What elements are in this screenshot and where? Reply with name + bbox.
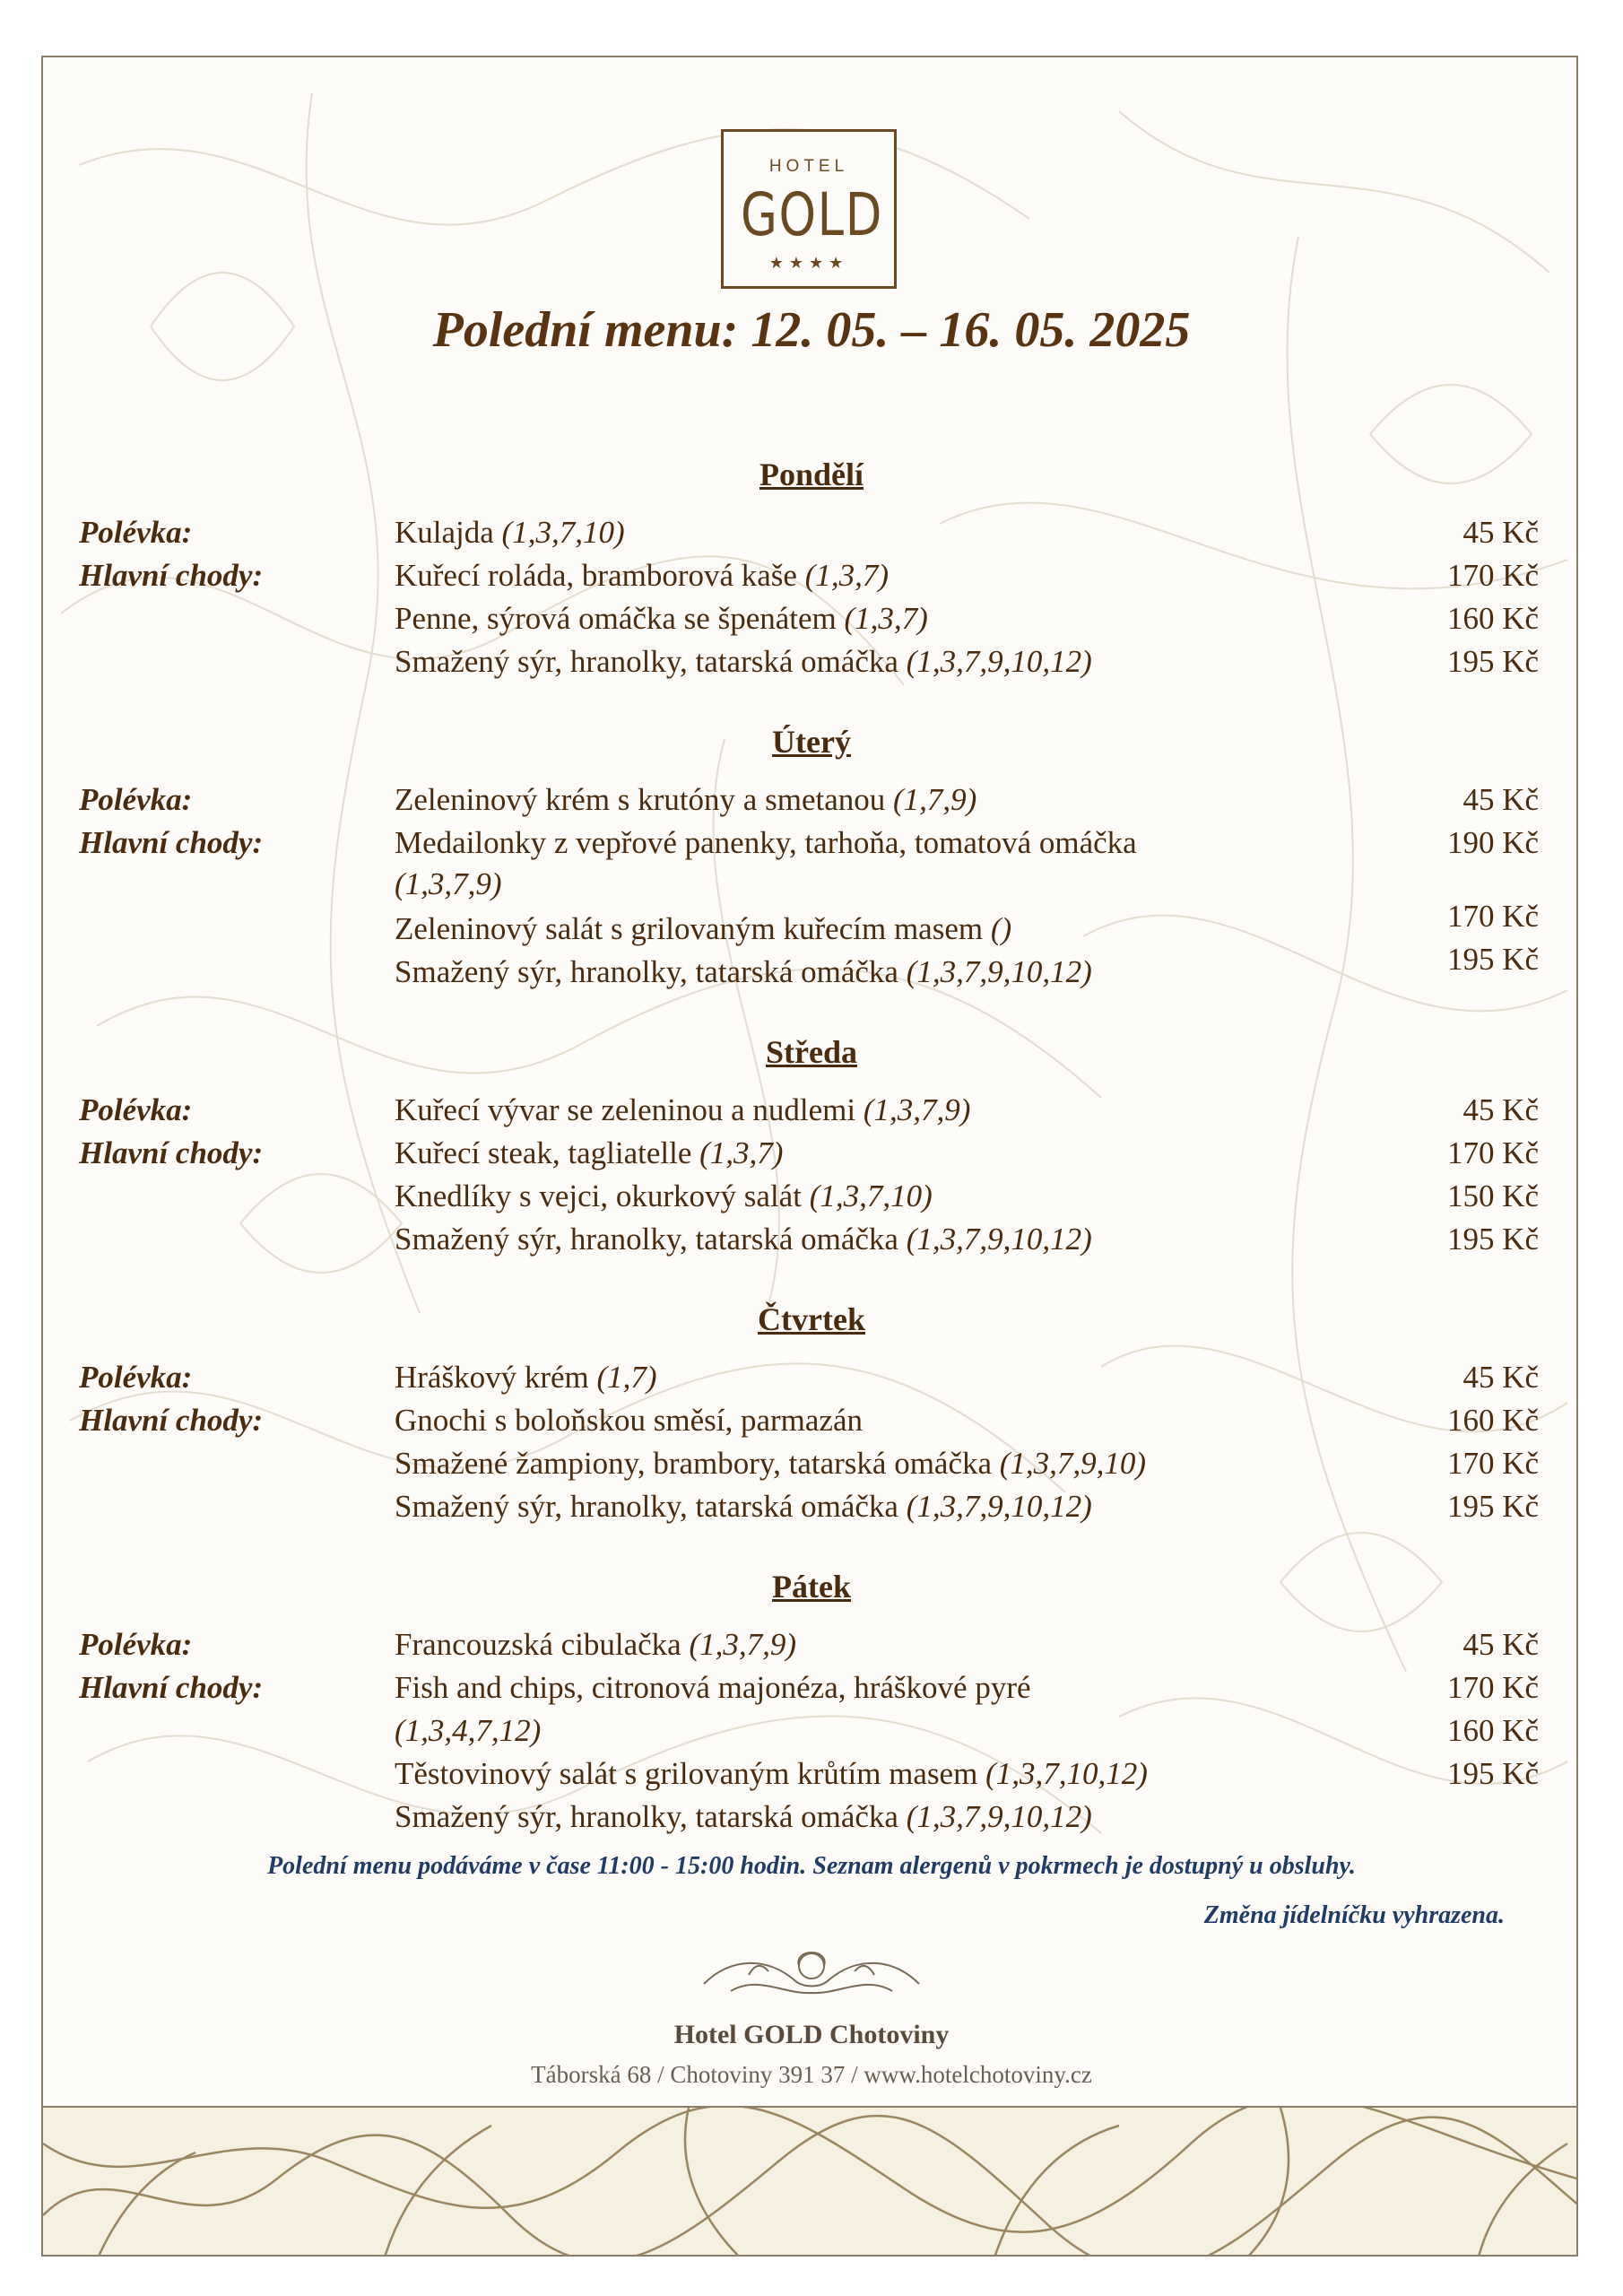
footer-address: Táborská 68 / Chotoviny 391 37 / www.hotelchotoviny.cz xyxy=(531,2061,1092,2088)
price: 170 Kč xyxy=(1446,558,1539,593)
price: 170 Kč xyxy=(1446,1446,1539,1481)
mains-label: Hlavní chody: xyxy=(79,825,264,860)
dish-thursday-main-2: Smažené žampiony, brambory, tatarská omáčka (1,3,7,9,10) xyxy=(395,1446,1147,1481)
soup-label: Polévka: xyxy=(79,1360,193,1395)
price: 170 Kč xyxy=(1446,1135,1539,1170)
dish-friday-main-1: Fish and chips, citronová majonéza, hráškové pyré xyxy=(395,1670,1031,1705)
dish-wednesday-main-3: Smažený sýr, hranolky, tatarská omáčka (1,3,7,9,10,12) xyxy=(395,1222,1092,1257)
mains-label: Hlavní chody: xyxy=(79,1670,264,1705)
day-header-monday: Pondělí xyxy=(759,457,864,492)
price: 160 Kč xyxy=(1446,1713,1539,1748)
dish-monday-main-3: Smažený sýr, hranolky, tatarská omáčka (1,3,7,9,10,12) xyxy=(395,644,1092,679)
price: 45 Kč xyxy=(1462,1627,1539,1662)
price: 195 Kč xyxy=(1446,942,1539,977)
price: 190 Kč xyxy=(1446,825,1539,860)
dish-tuesday-main-2: Zeleninový salát s grilovaným kuřecím masem () xyxy=(395,911,1012,946)
dish-monday-soup: Kulajda (1,3,7,10) xyxy=(395,515,625,550)
dish-friday-soup: Francouzská cibulačka (1,3,7,9) xyxy=(395,1627,797,1662)
price: 45 Kč xyxy=(1462,515,1539,550)
dish-wednesday-main-1: Kuřecí steak, tagliatelle (1,3,7) xyxy=(395,1135,784,1170)
menu-change-note: Změna jídelníčku vyhrazena. xyxy=(1203,1901,1505,1929)
ornament-flourish xyxy=(695,1939,928,2011)
soup-label: Polévka: xyxy=(79,782,193,817)
dish-friday-main-2: Těstovinový salát s grilovaným krůtím masem (1,3,7,10,12) xyxy=(395,1756,1148,1791)
logo-hotel-text: HOTEL xyxy=(768,157,849,176)
price: 170 Kč xyxy=(1446,1670,1539,1705)
dish-tuesday-main-1-allergens: (1,3,7,9) xyxy=(395,866,502,901)
serving-hours-note: Polední menu podáváme v čase 11:00 - 15:00 hodin. Seznam alergenů v pokrmech je dostupný u obsluhy. xyxy=(267,1852,1356,1880)
dish-thursday-soup: Hráškový krém (1,7) xyxy=(395,1360,657,1395)
mains-label: Hlavní chody: xyxy=(79,1403,264,1438)
soup-label: Polévka: xyxy=(79,1092,193,1127)
dish-tuesday-soup: Zeleninový krém s krutóny a smetanou (1,7,9) xyxy=(395,782,977,817)
price: 195 Kč xyxy=(1446,1489,1539,1524)
dish-tuesday-main-1: Medailonky z vepřové panenky, tarhoňa, tomatová omáčka xyxy=(395,825,1137,860)
menu-page xyxy=(41,56,1578,2257)
mains-label: Hlavní chody: xyxy=(79,1135,264,1170)
day-header-thursday: Čtvrtek xyxy=(758,1301,865,1337)
logo-gold-text: GOLD xyxy=(741,180,883,249)
price: 160 Kč xyxy=(1446,601,1539,636)
menu-title: Polední menu: 12. 05. – 16. 05. 2025 xyxy=(432,302,1191,358)
dish-thursday-main-1: Gnochi s boloňskou směsí, parmazán xyxy=(395,1403,863,1438)
dish-thursday-main-3: Smažený sýr, hranolky, tatarská omáčka (1,3,7,9,10,12) xyxy=(395,1489,1092,1524)
day-header-wednesday: Středa xyxy=(766,1034,857,1070)
price: 45 Kč xyxy=(1462,782,1539,817)
dish-friday-main-3: Smažený sýr, hranolky, tatarská omáčka (1,3,7,9,10,12) xyxy=(395,1799,1092,1834)
dish-monday-main-1: Kuřecí roláda, bramborová kaše (1,3,7) xyxy=(395,558,890,593)
price: 170 Kč xyxy=(1446,899,1539,934)
soup-label: Polévka: xyxy=(79,515,193,550)
decorative-leaf-band xyxy=(43,2106,1578,2257)
day-header-tuesday: Úterý xyxy=(772,724,851,760)
dish-wednesday-soup: Kuřecí vývar se zeleninou a nudlemi (1,3,7,9) xyxy=(395,1092,971,1127)
price: 45 Kč xyxy=(1462,1360,1539,1395)
price: 160 Kč xyxy=(1446,1403,1539,1438)
dish-tuesday-main-3: Smažený sýr, hranolky, tatarská omáčka (1,3,7,9,10,12) xyxy=(395,954,1092,989)
price: 195 Kč xyxy=(1446,1756,1539,1791)
soup-label: Polévka: xyxy=(79,1627,193,1662)
dish-monday-main-2: Penne, sýrová omáčka se špenátem (1,3,7) xyxy=(395,601,928,636)
dish-wednesday-main-2: Knedlíky s vejci, okurkový salát (1,3,7,10) xyxy=(395,1178,933,1213)
hotel-logo xyxy=(721,129,897,289)
price: 195 Kč xyxy=(1446,644,1539,679)
mains-label: Hlavní chody: xyxy=(79,558,264,593)
price: 150 Kč xyxy=(1446,1178,1539,1213)
dish-friday-main-1-allergens: (1,3,4,7,12) xyxy=(395,1713,542,1748)
price: 45 Kč xyxy=(1462,1092,1539,1127)
price: 195 Kč xyxy=(1446,1222,1539,1257)
day-header-friday: Pátek xyxy=(772,1569,851,1605)
footer-hotel-name: Hotel GOLD Chotoviny xyxy=(673,2020,950,2049)
logo-stars: ★★★★ xyxy=(768,254,849,273)
